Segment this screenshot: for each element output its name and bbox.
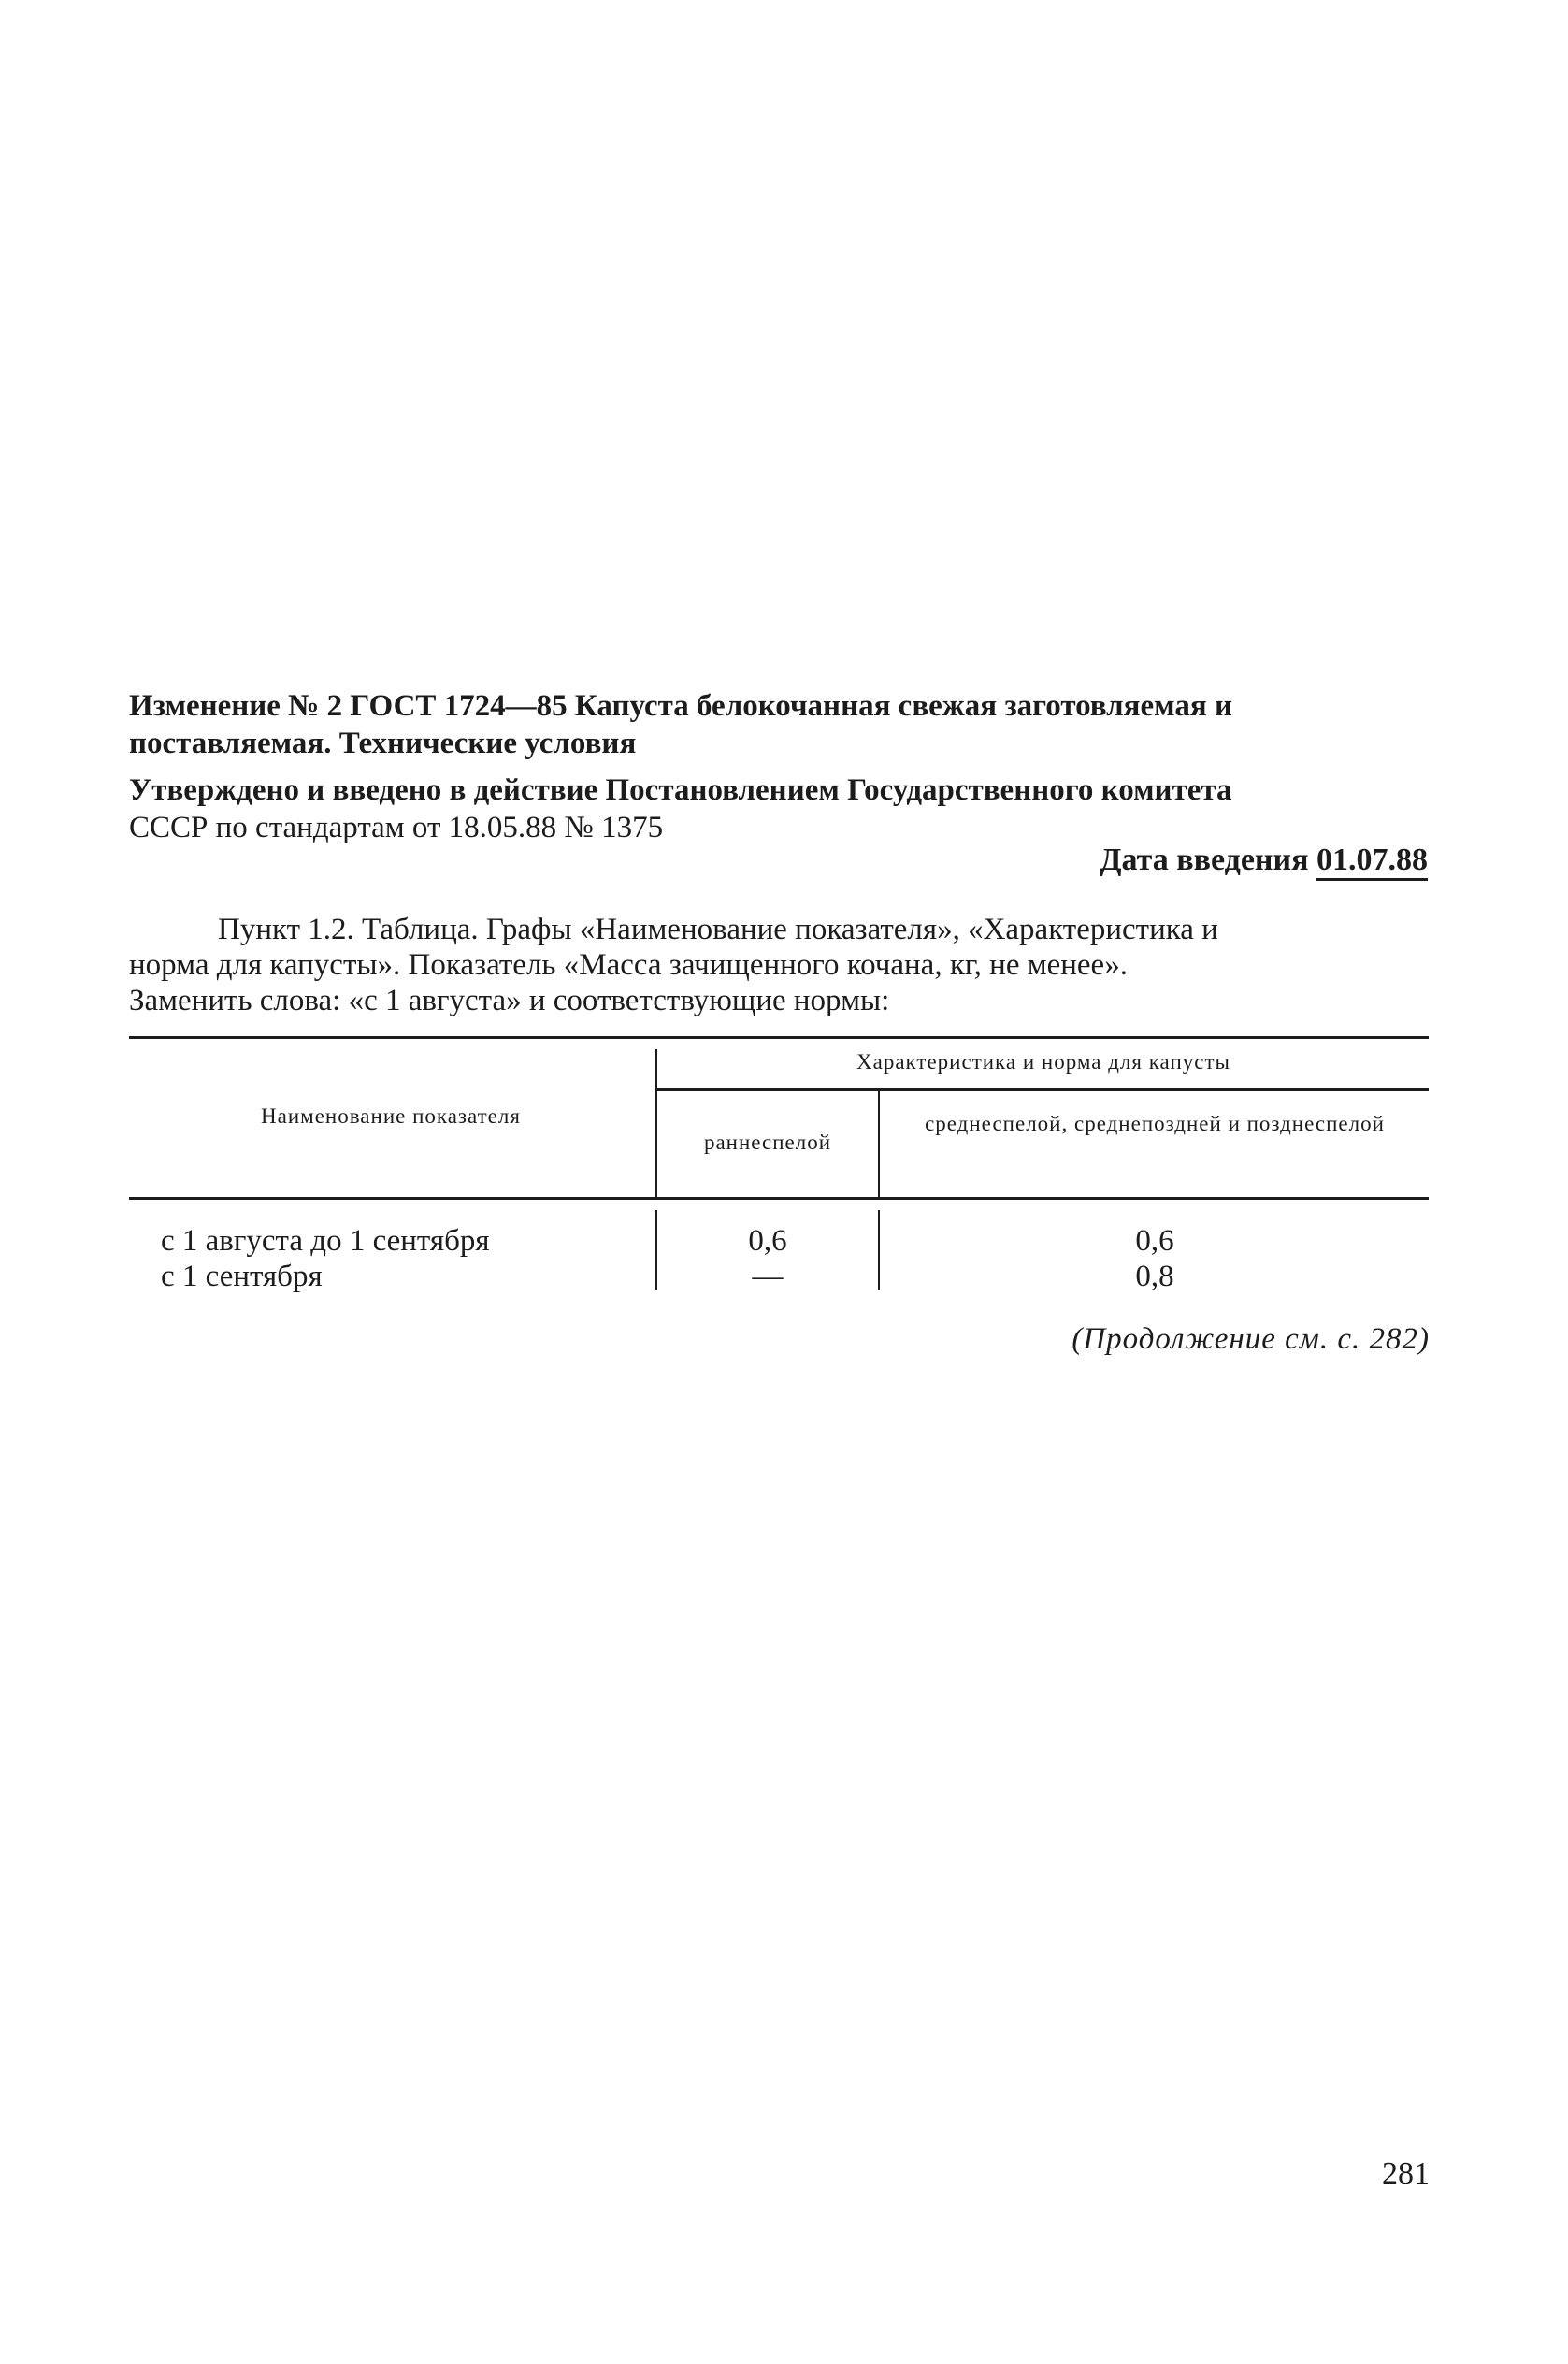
table-row-2-early: — — [752, 1260, 784, 1293]
table-subheader-rule — [655, 1088, 1429, 1091]
table-divider — [655, 1049, 657, 1199]
table-header-rule — [129, 1197, 1429, 1200]
approval-statement — [129, 771, 1429, 846]
approval-line-1: Утверждено и введено в действие Постановлением Государственного комитета — [129, 773, 1232, 807]
approval-line-2: СССР по стандартам от 18.05.88 № 1375 — [129, 811, 664, 844]
table-top-rule — [129, 1036, 1429, 1039]
page-number: 281 — [1382, 2156, 1430, 2191]
amendment-paragraph — [129, 912, 1429, 1018]
header-mid-late-ripening: среднеспелой, среднепоздней и позднеспелой — [925, 1112, 1385, 1135]
effective-date — [1100, 842, 1428, 879]
title-line-1: Изменение № 2 ГОСТ 1724—85 Капуста белокочанная свежая заготовляемая и — [129, 689, 1233, 723]
amendment-title — [129, 687, 1429, 762]
effective-date-value: 01.07.88 — [1316, 843, 1428, 881]
table-row-2-name: с 1 сентября — [161, 1260, 323, 1293]
effective-date-label: Дата введения — [1100, 843, 1316, 877]
table-row-1-name: с 1 августа до 1 сентября — [161, 1224, 490, 1258]
header-indicator-name: Наименование показателя — [261, 1104, 521, 1128]
table-divider — [878, 1210, 880, 1290]
table-row-2-late: 0,8 — [1135, 1260, 1174, 1293]
title-line-2: поставляемая. Технические условия — [129, 727, 637, 760]
paragraph-line-3: Заменить слова: «с 1 августа» и соответствующие нормы: — [129, 984, 890, 1017]
table-row-1-late: 0,6 — [1135, 1224, 1174, 1258]
table-divider — [655, 1210, 657, 1290]
paragraph-line-2: норма для капусты». Показатель «Масса зачищенного кочана, кг, не менее». — [129, 948, 1128, 982]
norms-table — [129, 1036, 1429, 1307]
header-early-ripening: раннеспелой — [703, 1131, 832, 1154]
continuation-note: (Продолжение см. с. 282) — [1072, 1322, 1430, 1356]
table-row-1-early: 0,6 — [748, 1224, 787, 1258]
header-characteristic-group: Характеристика и норма для капусты — [856, 1050, 1230, 1074]
paragraph-line-1: Пункт 1.2. Таблица. Графы «Наименование показателя», «Характеристика и — [218, 913, 1218, 946]
table-divider — [878, 1090, 880, 1199]
